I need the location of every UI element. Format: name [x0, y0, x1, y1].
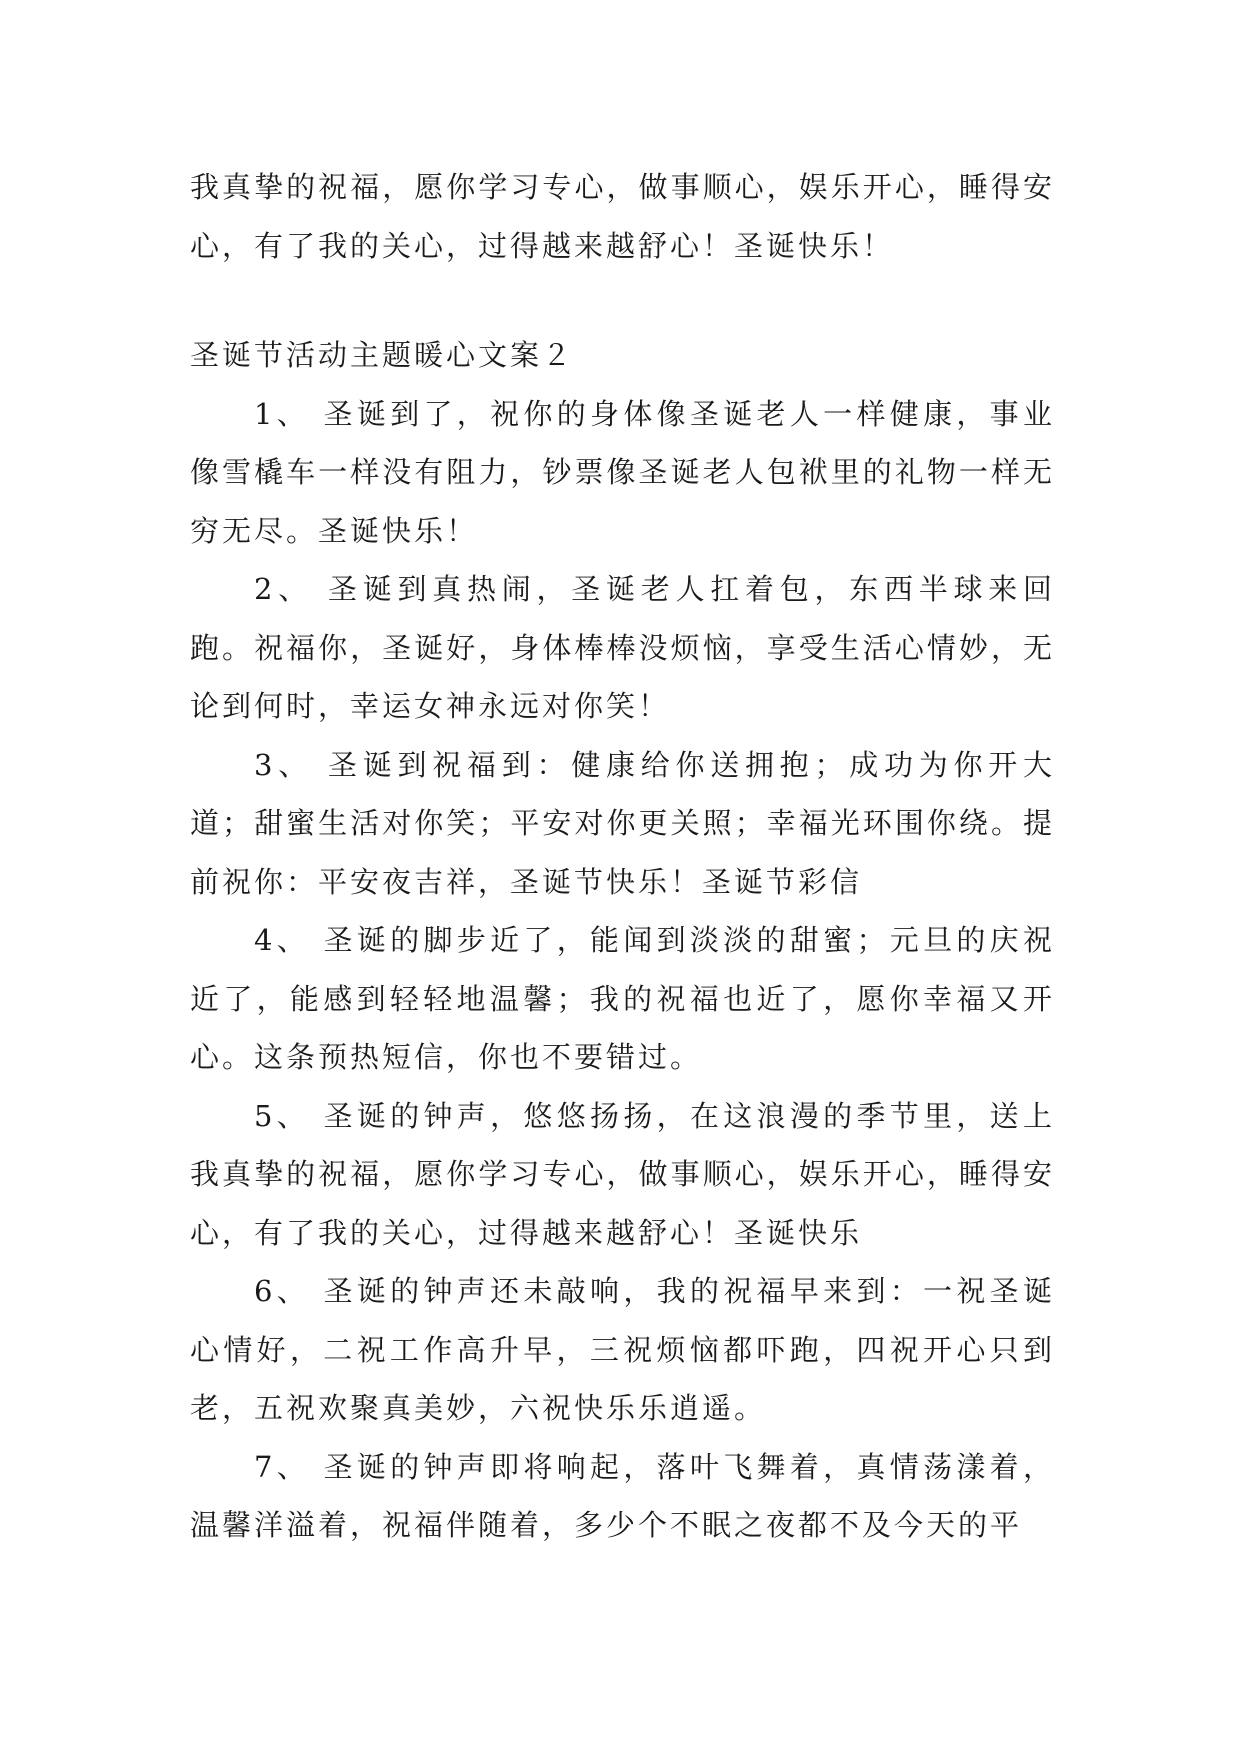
intro-paragraph: 我真挚的祝福，愿你学习专心，做事顺心，娱乐开心，睡得安心，有了我的关心，过得越来越舒心！圣诞快乐！	[190, 170, 1055, 263]
item-text: 圣诞的脚步近了，能闻到淡淡的甜蜜；元旦的庆祝近了，能感到轻轻地温馨；我的祝福也近了，愿你幸福又开心。这条预热短信，你也不要错过。	[190, 923, 1055, 1074]
item-list	[190, 385, 1055, 1555]
item-number: 2、	[254, 572, 313, 606]
list-item	[190, 1262, 1055, 1438]
item-text: 圣诞到祝福到：健康给你送拥抱；成功为你开大道；甜蜜生活对你笑；平安对你更关照；幸福光环围你绕。提前祝你：平安夜吉祥，圣诞节快乐！圣诞节彩信	[190, 747, 1055, 899]
list-item	[190, 911, 1055, 1087]
list-item	[190, 1087, 1055, 1263]
list-item	[190, 385, 1055, 561]
item-number: 7、	[254, 1449, 311, 1484]
section-title: 圣诞节活动主题暖心文案２	[190, 338, 575, 372]
list-item	[190, 736, 1055, 912]
item-text: 圣诞的钟声，悠悠扬扬，在这浪漫的季节里，送上我真挚的祝福，愿你学习专心，做事顺心，娱乐开心，睡得安心，有了我的关心，过得越来越舒心！圣诞快乐	[190, 1098, 1055, 1250]
list-item	[190, 1438, 1055, 1555]
item-number: 4、	[254, 923, 311, 957]
item-text: 圣诞到了，祝你的身体像圣诞老人一样健康，事业像雪橇车一样没有阻力，钞票像圣诞老人包袱里的礼物一样无穷无尽。圣诞快乐！	[190, 396, 1055, 548]
list-item	[190, 560, 1055, 736]
item-text: 圣诞的钟声还未敲响，我的祝福早来到：一祝圣诞心情好，二祝工作高升早，三祝烦恼都吓跑，四祝开心只到老，五祝欢聚真美妙，六祝快乐乐逍遥。	[190, 1274, 1055, 1425]
item-number: 6、	[254, 1274, 311, 1308]
document-page	[190, 158, 1055, 1555]
item-text: 圣诞到真热闹，圣诞老人扛着包，东西半球来回跑。祝福你，圣诞好，身体棒棒没烦恼，享受生活心情妙，无论到何时，幸运女神永远对你笑！	[190, 572, 1055, 723]
item-text: 圣诞的钟声即将响起，落叶飞舞着，真情荡漾着，温馨洋溢着，祝福伴随着，多少个不眠之夜都不及今天的平	[190, 1449, 1055, 1542]
item-number: 3、	[254, 747, 313, 782]
item-number: 1、	[254, 396, 311, 431]
item-number: 5、	[254, 1098, 311, 1133]
